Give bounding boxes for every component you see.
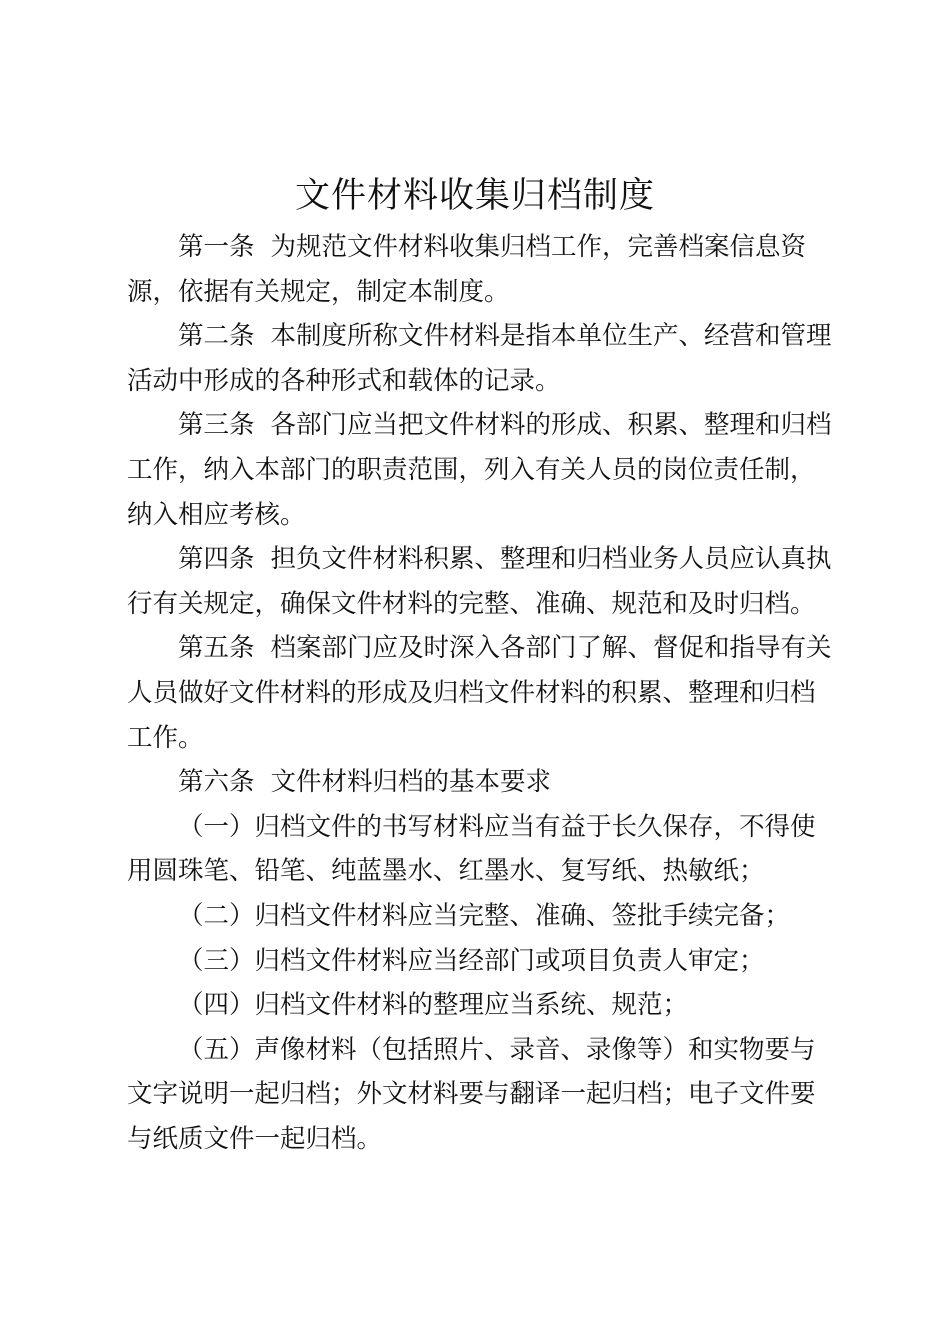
article-number: 第三条: [178, 410, 255, 441]
article-text: 为规范文件材料收集归档工作，完善档案信息资源，依据有关规定，制定本制度。: [127, 232, 807, 307]
article-number: 第一条: [178, 232, 255, 262]
requirement-5-paragraph: [127, 1028, 837, 1162]
document-body: [127, 225, 837, 1161]
article-3-paragraph: [127, 403, 837, 537]
requirement-text: （五）声像材料（包括照片、录音、录像等）和实物要与文字说明一起归档；外文材料要与翻译一起归档；电子文件要与纸质文件一起归档。: [127, 1034, 816, 1154]
document-title: 文件材料收集归档制度: [294, 176, 655, 216]
article-5-paragraph: [127, 626, 837, 760]
article-4-paragraph: [127, 537, 837, 626]
requirement-3-paragraph: [127, 939, 837, 984]
article-2-paragraph: [127, 314, 837, 403]
requirement-text: （一）归档文件的书写材料应当有益于长久保存，不得使用圆珠笔、铅笔、纯蓝墨水、红墨水、复写纸、热敏纸；: [127, 811, 816, 887]
requirement-text: （四）归档文件材料的整理应当系统、规范；: [178, 990, 689, 1021]
requirement-2-paragraph: [127, 894, 837, 939]
article-number: 第六条: [178, 767, 255, 798]
article-text: 文件材料归档的基本要求: [270, 767, 552, 798]
article-number: 第四条: [178, 544, 255, 575]
requirement-1-paragraph: [127, 805, 837, 894]
article-number: 第二条: [178, 321, 255, 352]
article-text: 档案部门应及时深入各部门了解、督促和指导有关人员做好文件材料的形成及归档文件材料的积累、整理和归档工作。: [127, 633, 832, 753]
article-text: 各部门应当把文件材料的形成、积累、整理和归档工作，纳入本部门的职责范围，列入有关人员的岗位责任制，纳入相应考核。: [127, 410, 832, 530]
article-text: 担负文件材料积累、整理和归档业务人员应认真执行有关规定，确保文件材料的完整、准确、规范和及时归档。: [127, 544, 832, 619]
requirement-text: （二）归档文件材料应当完整、准确、签批手续完备；: [178, 900, 791, 931]
article-1-paragraph: [127, 225, 837, 314]
requirement-text: （三）归档文件材料应当经部门或项目负责人审定；: [178, 945, 765, 976]
article-text: 本制度所称文件材料是指本单位生产、经营和管理活动中形成的各种形式和载体的记录。: [127, 321, 832, 396]
requirement-4-paragraph: [127, 983, 837, 1028]
article-6-paragraph: [127, 760, 837, 805]
article-number: 第五条: [178, 633, 255, 664]
